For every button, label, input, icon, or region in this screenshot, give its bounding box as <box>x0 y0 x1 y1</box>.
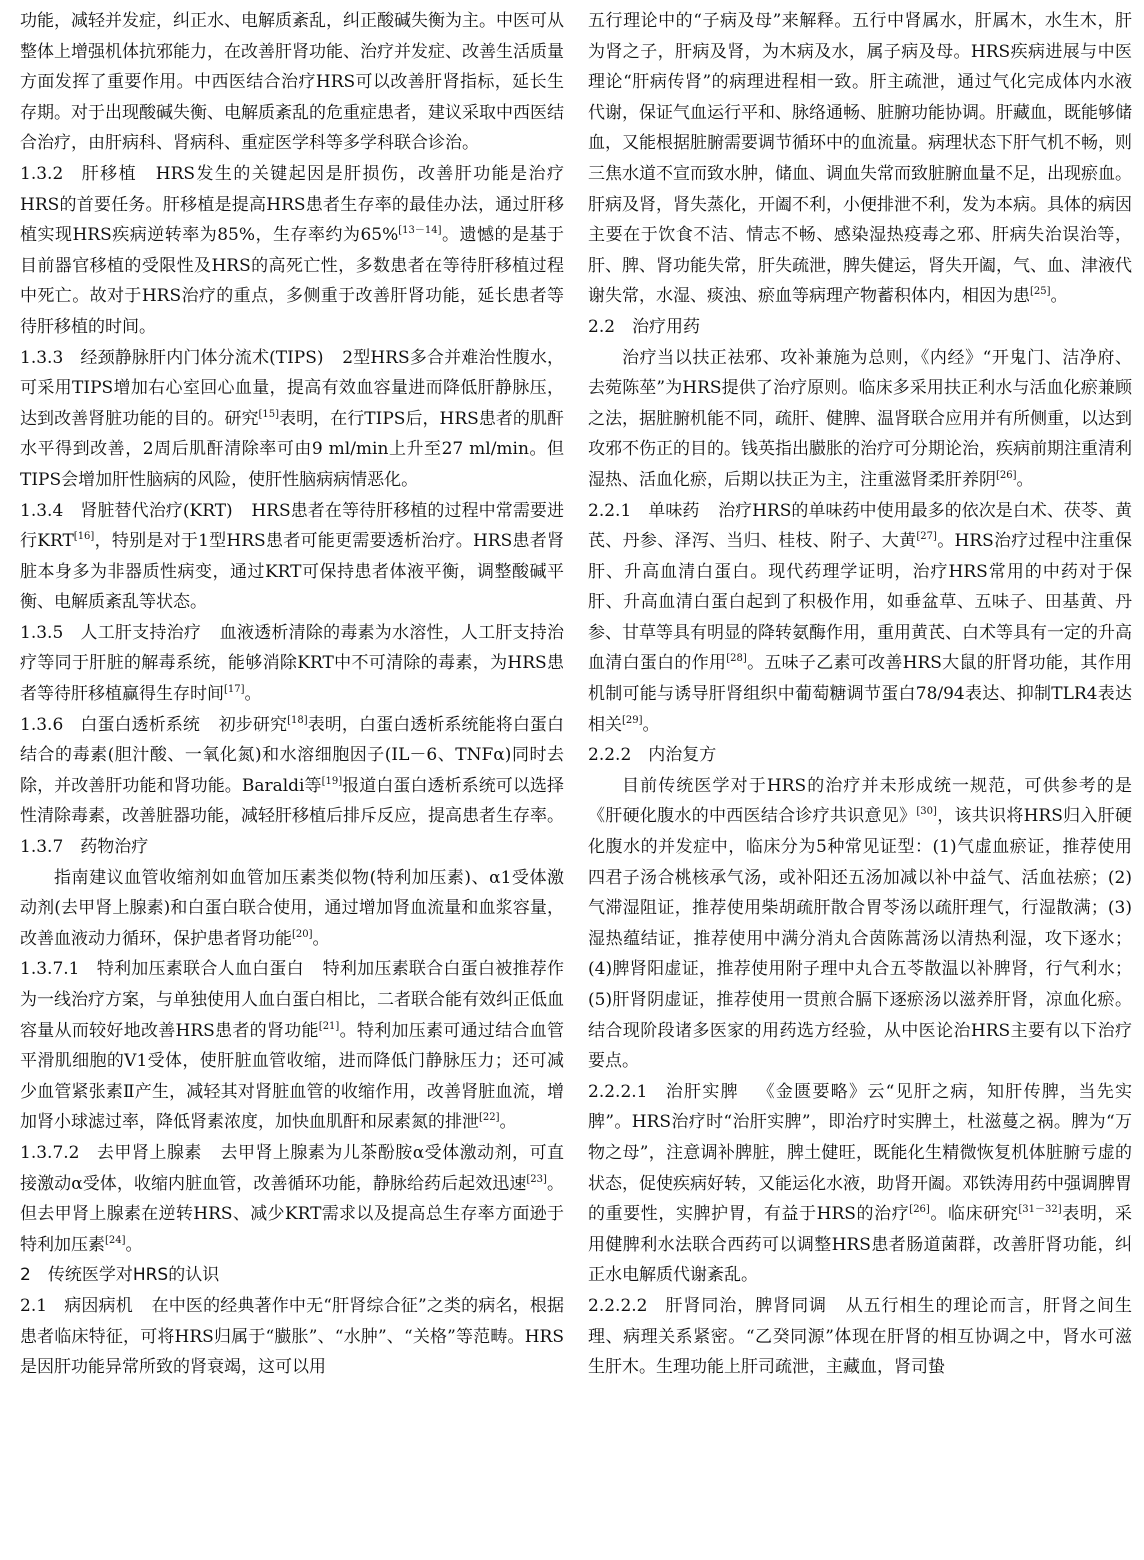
section-1-3-6: 1.3.6 白蛋白透析系统 初步研究[18]表明，白蛋白透析系统能将白蛋白结合的毒素(胆汁酸、一氧化氮)和水溶细胞因子(IL－6、TNFα)同时去除，并改善肝功能和肾功能。Baraldi等[19]报道白蛋白透析系统可以选择性清除毒素，改善脏器功能，减轻肝移植后排斥反应，提高患者生存率。 <box>20 714 565 827</box>
citation[interactable]: [22] <box>479 1112 500 1124</box>
section-heading: 1.3.6 白蛋白透析系统 <box>20 714 201 735</box>
section-2-heading: 2 传统医学对HRS的认识 <box>20 1265 220 1286</box>
section-heading: 2.2.2.2 肝肾同治，脾肾同调 <box>588 1295 828 1316</box>
section-heading: 1.3.7.1 特利加压素联合人血白蛋白 <box>20 959 304 980</box>
section-heading: 2.2.1 单味药 <box>588 500 700 521</box>
section-1-3-5: 1.3.5 人工肝支持治疗 血液透析清除的毒素为水溶性，人工肝支持治疗等同于肝脏的解毒系统，能够消除KRT中不可清除的毒素，为HRS患者等待肝移植赢得生存时间[17]。 <box>20 622 565 705</box>
citation[interactable]: [31－32] <box>1018 1204 1062 1216</box>
section-1-3-7-body: 指南建议血管收缩剂如血管加压素类似物(特利加压素)、α1受体激动剂(去甲肾上腺素)和白蛋白联合使用，通过增加肾血流量和血浆容量，改善血液动力循环，保护患者肾功能[20]。 <box>20 867 564 949</box>
citation[interactable]: [15] <box>258 408 280 420</box>
right-column <box>588 6 1132 1556</box>
section-heading: 2.1 病因病机 <box>20 1295 133 1316</box>
citation[interactable]: [18] <box>287 714 308 726</box>
citation[interactable]: [26] <box>996 469 1017 481</box>
left-column <box>20 6 564 1556</box>
paragraph-intro: 功能，减轻并发症，纠正水、电解质紊乱，纠正酸碱失衡为主。中医可从整体上增强机体抗邪能力，在改善肝肾功能、治疗并发症、改善生活质量方面发挥了重要作用。中西医结合治疗HRS可以改善肝肾指标，延长生存期。对于出现酸碱失衡、电解质紊乱的危重症患者，建议采取中西医结合治疗，由肝病科、肾病科、重症医学科等多学科联合诊治。 <box>20 11 564 154</box>
section-heading: 2.2.2 内治复方 <box>588 745 717 766</box>
citation[interactable]: [29] <box>622 714 643 726</box>
section-2-2-2-2: 2.2.2.2 肝肾同治，脾肾同调 从五行相生的理论而言，肝肾之间生理、病理关系紧密。“乙癸同源”体现在肝肾的相互协调之中，肾水可滋生肝木。生理功能上肝司疏泄，主藏血，肾司蛰 <box>588 1295 1132 1378</box>
section-heading: 1.3.3 经颈静脉肝内门体分流术(TIPS) <box>20 347 324 368</box>
citation[interactable]: [26] <box>909 1204 930 1216</box>
citation[interactable]: [28] <box>726 653 747 665</box>
section-1-3-7-2: 1.3.7.2 去甲肾上腺素 去甲肾上腺素为儿茶酚胺α受体激动剂，可直接激动α受体，收缩内脏血管，改善循环功能，静脉给药后起效迅速[23]。但去甲肾上腺素在逆转HRS、减少KRT需求以及提高总生存率方面逊于特利加压素[24]。 <box>20 1142 565 1255</box>
section-2-2-2-heading <box>588 740 1132 771</box>
section-1-3-4: 1.3.4 肾脏替代治疗(KRT) HRS患者在等待肝移植的过程中常需要进行KRT[16]，特别是对于1型HRS患者可能更需要透析治疗。HRS患者肾脏本身多为非器质性病变，通过KRT可保持患者体液平衡，调整酸碱平衡、电解质紊乱等状态。 <box>20 500 564 613</box>
section-heading: 2.2 治疗用药 <box>588 316 701 337</box>
citation[interactable]: [19] <box>321 775 343 787</box>
section-2-2-body: 治疗当以扶正祛邪、攻补兼施为总则，《内经》“开鬼门、洁净府、去菀陈莝”为HRS提供了治疗原则。临床多采用扶正利水与活血化瘀兼顾之法，据脏腑机能不同，疏肝、健脾、温肾联合应用并有所侧重，以达到攻邪不伤正的目的。钱英指出臌胀的治疗可分期论治，疾病前期注重清利湿热、活血化瘀，后期以扶正为主，注重滋肾柔肝养阴[26]。 <box>588 347 1132 490</box>
citation[interactable]: [27] <box>916 531 937 543</box>
section-heading: 1.3.7.2 去甲肾上腺素 <box>20 1142 202 1163</box>
citation[interactable]: [25] <box>1030 286 1051 298</box>
section-2-2-heading <box>588 312 1132 343</box>
citation[interactable]: [23] <box>526 1173 547 1185</box>
section-heading: 1.3.7 药物治疗 <box>20 837 149 858</box>
section-heading: 1.3.2 肝移植 <box>20 163 138 184</box>
section-1-3-7-heading <box>20 832 564 863</box>
section-2-1: 2.1 病因病机 在中医的经典著作中无“肝肾综合征”之类的病名，根据患者临床特征，可将HRS归属于“臌胀”、“水肿”、“关格”等范畴。HRS是因肝功能异常所致的肾衰竭，这可以用 <box>20 1295 564 1378</box>
citation[interactable]: [21] <box>318 1020 340 1032</box>
section-1-3-2: 1.3.2 肝移植 HRS发生的关键起因是肝损伤，改善肝功能是治疗HRS的首要任务。肝移植是提高HRS患者生存率的最佳办法，通过肝移植实现HRS疾病逆转率为85%，生存率约为65%[13－14]。遗憾的是基于目前器官移植的受限性及HRS的高死亡性，多数患者在等待肝移植过程中死亡。故对于HRS治疗的重点，多侧重于改善肝肾功能，延长患者等待肝移植的时间。 <box>20 163 564 337</box>
citation[interactable]: [17] <box>224 684 245 696</box>
paragraph-continued: 五行理论中的“子病及母”来解释。五行中肾属水，肝属木，水生木，肝为肾之子，肝病及肾，为木病及水，属子病及母。HRS疾病进展与中医理论“肝病传肾”的病理进程相一致。肝主疏泄，通过气化完成体内水液代谢，保证气血运行平和、脉络通畅、脏腑功能协调。肝藏血，既能够储血，又能根据脏腑需要调节循环中的血流量。病理状态下肝气机不畅，则三焦水道不宣而致水肿，储血、调血失常而致脏腑血量不足，出现瘀血。肝病及肾，肾失蒸化，开阖不利，小便排泄不利，发为本病。具体的病因主要在于饮食不洁、情志不畅、感染湿热疫毒之邪、肝病失治误治等，肝、脾、肾功能失常，肝失疏泄，脾失健运，肾失开阖，气、血、津液代谢失常，水湿、痰浊、瘀血等病理产物蓄积体内，相因为患[25]。 <box>588 11 1132 307</box>
section-heading: 2.2.2.1 治肝实脾 <box>588 1081 739 1102</box>
section-1-3-3: 1.3.3 经颈静脉肝内门体分流术(TIPS) 2型HRS多合并难治性腹水，可采用TIPS增加右心室回心血量，提高有效血容量进而降低肝静脉压，达到改善肾脏功能的目的。研究[15]表明，在行TIPS后，HRS患者的肌酐水平得到改善，2周后肌酐清除率可由9 ml/min上升至27 ml/min。但TIPS会增加肝性脑病的风险，使肝性脑病病情恶化。 <box>20 347 565 490</box>
citation[interactable]: [30] <box>916 806 937 818</box>
section-2-2-2-body: 目前传统医学对于HRS的治疗并未形成统一规范，可供参考的是《肝硬化腹水的中西医结合诊疗共识意见》[30]，该共识将HRS归入肝硬化腹水的并发症中，临床分为5种常见证型：(1)气虚血瘀证，推荐使用四君子汤合桃核承气汤，或补阳还五汤加减以补中益气、活血祛瘀；(2)气滞湿阻证，推荐使用柴胡疏肝散合胃苓汤以疏肝理气，行湿散满；(3)湿热蕴结证，推荐使用中满分消丸合茵陈蒿汤以清热利湿，攻下逐水；(4)脾肾阳虚证，推荐使用附子理中丸合五苓散温以补脾肾，行气利水；(5)肝肾阴虚证，推荐使用一贯煎合膈下逐瘀汤以滋养肝肾，凉血化瘀。结合现阶段诸多医家的用药选方经验，从中医论治HRS主要有以下治疗要点。 <box>588 775 1133 1072</box>
citation[interactable]: [20] <box>292 928 313 940</box>
section-heading: 1.3.4 肾脏替代治疗(KRT) <box>20 500 233 521</box>
section-2-2-1: 2.2.1 单味药 治疗HRS的单味药中使用最多的依次是白术、茯苓、黄芪、丹参、泽泻、当归、桂枝、附子、大黄[27]。HRS治疗过程中注重保肝、升高血清白蛋白。现代药理学证明，治疗HRS常用的中药对于保肝、升高血清白蛋白起到了积极作用，如垂盆草、五味子、田基黄、丹参、甘草等具有明显的降转氨酶作用，重用黄芪、白术等具有一定的升高血清白蛋白的作用[28]。五味子乙素可改善HRS大鼠的肝肾功能，其作用机制可能与诱导肝肾组织中葡萄糖调节蛋白78/94表达、抑制TLR4表达相关[29]。 <box>588 500 1133 735</box>
citation[interactable]: [24] <box>105 1234 126 1246</box>
citation[interactable]: [13－14] <box>398 225 442 237</box>
section-1-3-7-1: 1.3.7.1 特利加压素联合人血白蛋白 特利加压素联合白蛋白被推荐作为一线治疗方案，与单独使用人血白蛋白相比，二者联合能有效纠正低血容量从而较好地改善HRS患者的肾功能[21]。特利加压素可通过结合血管平滑肌细胞的V1受体，使肝脏血管收缩，进而降低门静脉压力；还可减少血管紧张素Ⅱ产生，减轻其对肾脏血管的收缩作用，改善肾脏血流，增加肾小球滤过率，降低肾素浓度，加快血肌酐和尿素氮的排泄[22]。 <box>20 959 565 1133</box>
page <box>20 6 1132 1556</box>
citation[interactable]: [16] <box>73 531 95 543</box>
section-heading: 1.3.5 人工肝支持治疗 <box>20 622 202 643</box>
section-2-2-2-1: 2.2.2.1 治肝实脾 《金匮要略》云“见肝之病，知肝传脾，当先实脾”。HRS治疗时“治肝实脾”，即治疗时实脾土，杜滋蔓之祸。脾为“万物之母”，注意调补脾脏，脾土健旺，既能化生精微恢复机体脏腑亏虚的状态，促使疾病好转，又能运化水液，助肾开阖。邓铁涛用药中强调脾胃的重要性，实脾护胃，有益于HRS的治疗[26]。临床研究[31－32]表明，采用健脾利水法联合西药可以调整HRS患者肠道菌群，改善肝肾功能，纠正水电解质代谢紊乱。 <box>588 1081 1132 1286</box>
